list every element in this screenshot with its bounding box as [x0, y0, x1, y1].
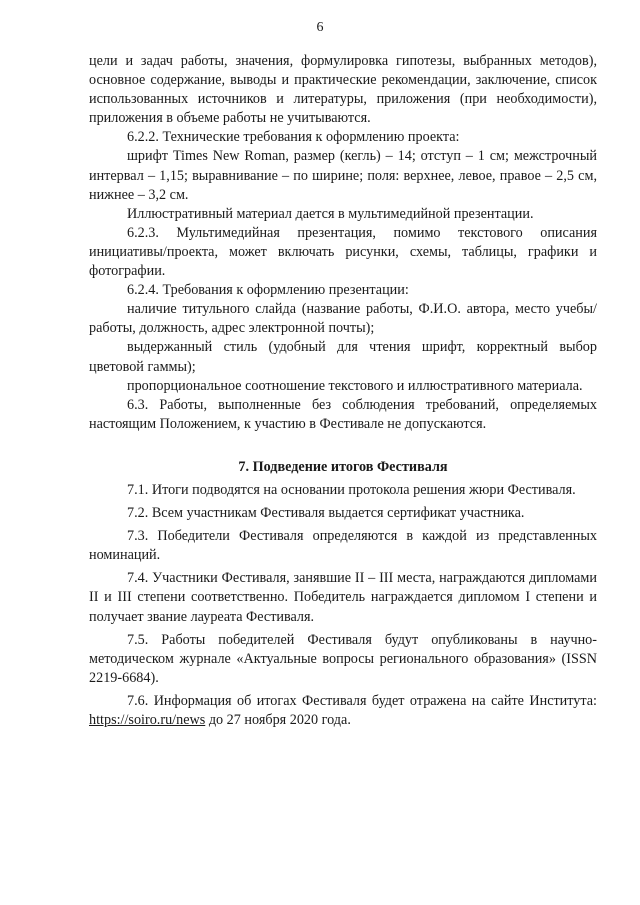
- paragraph-style: выдержанный стиль (удобный для чтения шрифт, корректный выбор цветовой гаммы);: [89, 339, 597, 375]
- paragraph-6-2-3: 6.2.3. Мультимедийная презентация, помимо текстового описания инициативы/проекта, может включать рисунки, схемы, таблицы, графики и фотографии.: [89, 224, 597, 280]
- paragraph-7-3: 7.3. Победители Фестиваля определяются в каждой из представленных номинаций.: [89, 528, 597, 564]
- paragraph-font-requirements: шрифт Times New Roman, размер (кегль) – 14; отступ – 1 см; межстрочный интервал – 1,15; выравнивание – по ширине; поля: верхнее, левое, правое – 2,5 см, нижнее – 3,2 см.: [89, 148, 597, 203]
- paragraph-illustrations: Иллюстративный материал дается в мультимедийной презентации.: [127, 205, 534, 222]
- news-link[interactable]: https://soiro.ru/news: [89, 712, 206, 728]
- paragraph-7-5: 7.5. Работы победителей Фестиваля будут опубликованы в научно-методическом журнале «Актуальные вопросы регионального образования» (ISSN 2219-6684).: [89, 631, 597, 686]
- paragraph-6-3: 6.3. Работы, выполненные без соблюдения требований, определяемых настоящим Положением, к участию в Фестивале не допускаются.: [89, 396, 597, 432]
- paragraph-7-4: 7.4. Участники Фестиваля, занявшие II – III места, награждаются дипломами II и III степени соответственно. Победитель награждается дипломом I степени и получает звание лауреата Фестиваля.: [89, 570, 597, 625]
- paragraph-7-2: 7.2. Всем участникам Фестиваля выдается сертификат участника.: [127, 505, 525, 522]
- paragraph-7-6: [89, 692, 597, 730]
- paragraph-7-6-date: до 27 ноября 2020 года.: [205, 712, 351, 728]
- paragraph-title-slide: наличие титульного слайда (название работы, Ф.И.О. автора, место учебы/работы, должность, адрес электронной почты);: [89, 301, 597, 337]
- paragraph-continuation: цели и задач работы, значения, формулировка гипотезы, выбранных методов), основное содержание, выводы и практические рекомендации, заключение, список использованных источников и литературы, приложения (при необходимости), приложения в объеме работы не учитываются.: [89, 53, 597, 127]
- paragraph-6-2-2: 6.2.2. Технические требования к оформлению проекта:: [127, 129, 460, 146]
- paragraph-6-2-4: 6.2.4. Требования к оформлению презентации:: [127, 282, 409, 299]
- paragraph-proportion: пропорциональное соотношение текстового и иллюстративного материала.: [127, 377, 583, 394]
- section-7-heading: 7. Подведение итогов Фестиваля: [238, 458, 448, 475]
- page-number: 6: [316, 20, 324, 35]
- paragraph-7-1: 7.1. Итоги подводятся на основании протокола решения жюри Фестиваля.: [127, 481, 576, 498]
- document-body: [89, 52, 597, 730]
- paragraph-7-6-text: 7.6. Информация об итогах Фестиваля будет отражена на сайте Института:: [127, 692, 597, 709]
